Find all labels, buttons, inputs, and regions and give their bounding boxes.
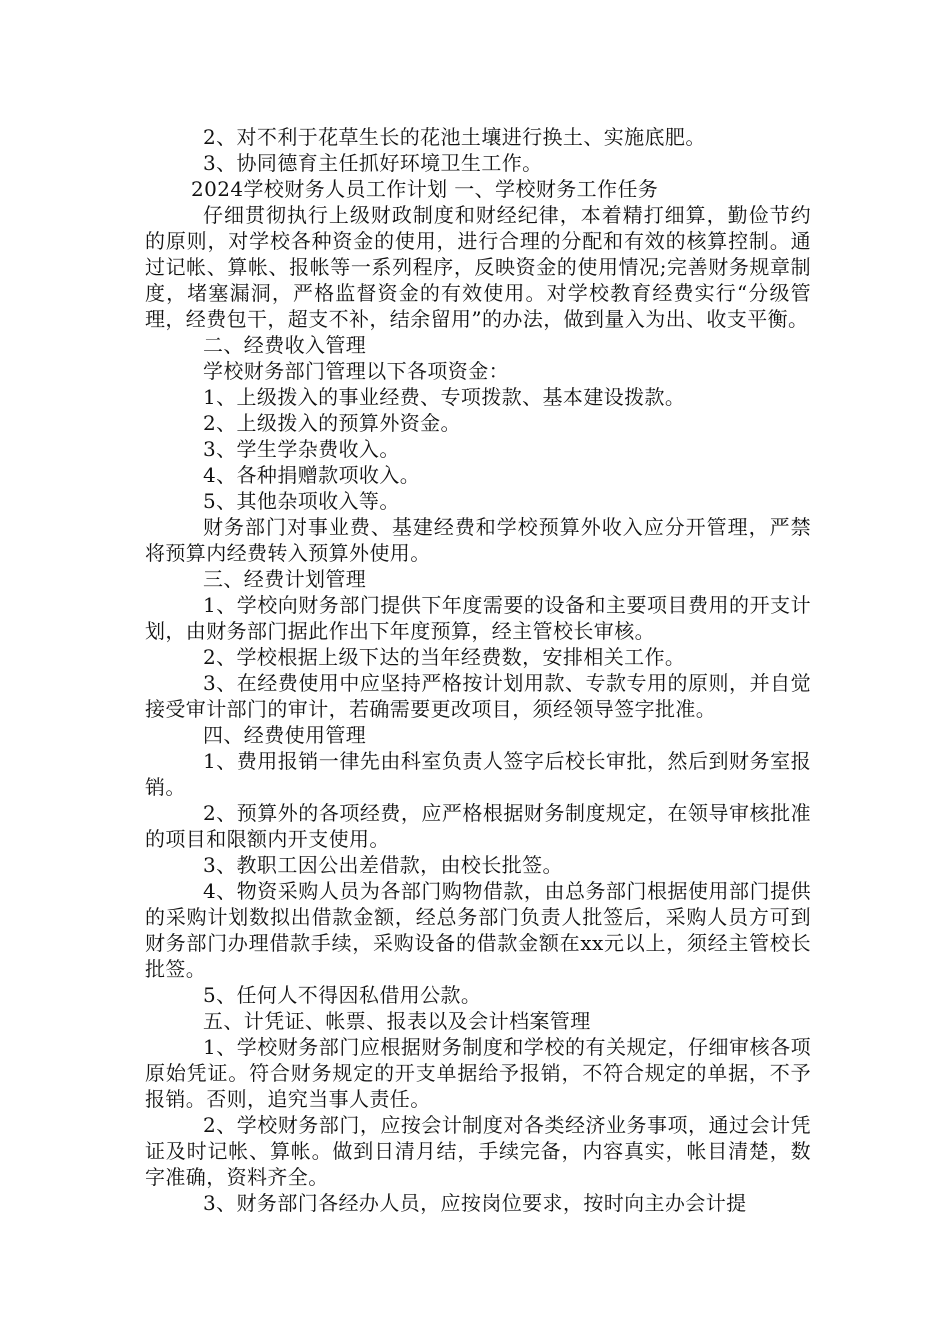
list-item-usage-3: 3、教职工因公出差借款，由校长批签。	[203, 853, 563, 877]
list-item-archive-3: 3、财务部门各经办人员，应按岗位要求，按时向主办会计提	[203, 1191, 747, 1215]
paragraph-finance-task: 仔细贯彻执行上级财政制度和财经纪律，本着精打细算，勤俭节约的原则，对学校各种资金的使用，进行合理的分配和有效的核算控制。通过记帐、算帐、报帐等一系列程序，反映资金的使用情况;完善财务规章制度，堵塞漏洞，严格监督资金的有效使用。对学校教育经费实行“分级管理，经费包干，超支不补，结余留用”的办法，做到量入为出、收支平衡。	[145, 203, 811, 331]
paragraph-funds-intro: 学校财务部门管理以下各项资金：	[203, 359, 509, 383]
heading-plan-management: 三、经费计划管理	[203, 567, 367, 591]
paragraph-flower-bed-soil: 2、对不利于花草生长的花池土壤进行换土、实施底肥。	[203, 125, 706, 149]
list-item-income-4: 4、各种捐赠款项收入。	[203, 463, 421, 487]
list-item-income-2: 2、上级拨入的预算外资金。	[203, 411, 461, 435]
list-item-plan-1: 1、学校向财务部门提供下年度需要的设备和主要项目费用的开支计划，由财务部门据此作出下年度预算，经主管校长审核。	[145, 593, 811, 643]
heading-archive-management: 五、计凭证、帐票、报表以及会计档案管理	[203, 1009, 591, 1033]
list-item-usage-5: 5、任何人不得因私借用公款。	[203, 983, 482, 1007]
document-body	[145, 124, 811, 1216]
heading-income-management: 二、经费收入管理	[203, 333, 367, 357]
list-item-archive-2: 2、学校财务部门，应按会计制度对各类经济业务事项，通过会计凭证及时记帐、算帐。做到日清月结，手续完备，内容真实，帐目清楚，数字准确，资料齐全。	[145, 1113, 811, 1189]
list-item-usage-1: 1、费用报销一律先由科室负责人签字后校长审批，然后到财务室报销。	[145, 749, 811, 799]
list-item-archive-1: 1、学校财务部门应根据财务制度和学校的有关规定，仔细审核各项原始凭证。符合财务规定的开支单据给予报销，不符合规定的单据，不予报销。否则，追究当事人责任。	[145, 1035, 811, 1111]
list-item-usage-2: 2、预算外的各项经费，应严格根据财务制度规定，在领导审核批准的项目和限额内开支使用。	[145, 801, 811, 851]
list-item-income-5: 5、其他杂项收入等。	[203, 489, 400, 513]
paragraph-environment-hygiene: 3、协同德育主任抓好环境卫生工作。	[203, 151, 543, 175]
list-item-plan-3: 3、在经费使用中应坚持严格按计划用款、专款专用的原则，并自觉接受审计部门的审计，若确需要更改项目，须经领导签字批准。	[145, 671, 811, 721]
list-item-usage-4: 4、物资采购人员为各部门购物借款，由总务部门根据使用部门提供的采购计划数拟出借款金额，经总务部门负责人批签后，采购人员方可到财务部门办理借款手续，采购设备的借款金额在xx元以上，须经主管校长批签。	[145, 879, 811, 981]
list-item-income-1: 1、上级拨入的事业经费、专项拨款、基本建设拨款。	[203, 385, 686, 409]
heading-usage-management: 四、经费使用管理	[203, 723, 367, 747]
list-item-plan-2: 2、学校根据上级下达的当年经费数，安排相关工作。	[203, 645, 686, 669]
paragraph-separate-management: 财务部门对事业费、基建经费和学校预算外收入应分开管理，严禁将预算内经费转入预算外使用。	[145, 515, 811, 565]
list-item-income-3: 3、学生学杂费收入。	[203, 437, 400, 461]
paragraph-plan-title: 2024学校财务人员工作计划 一、学校财务工作任务	[191, 177, 659, 201]
